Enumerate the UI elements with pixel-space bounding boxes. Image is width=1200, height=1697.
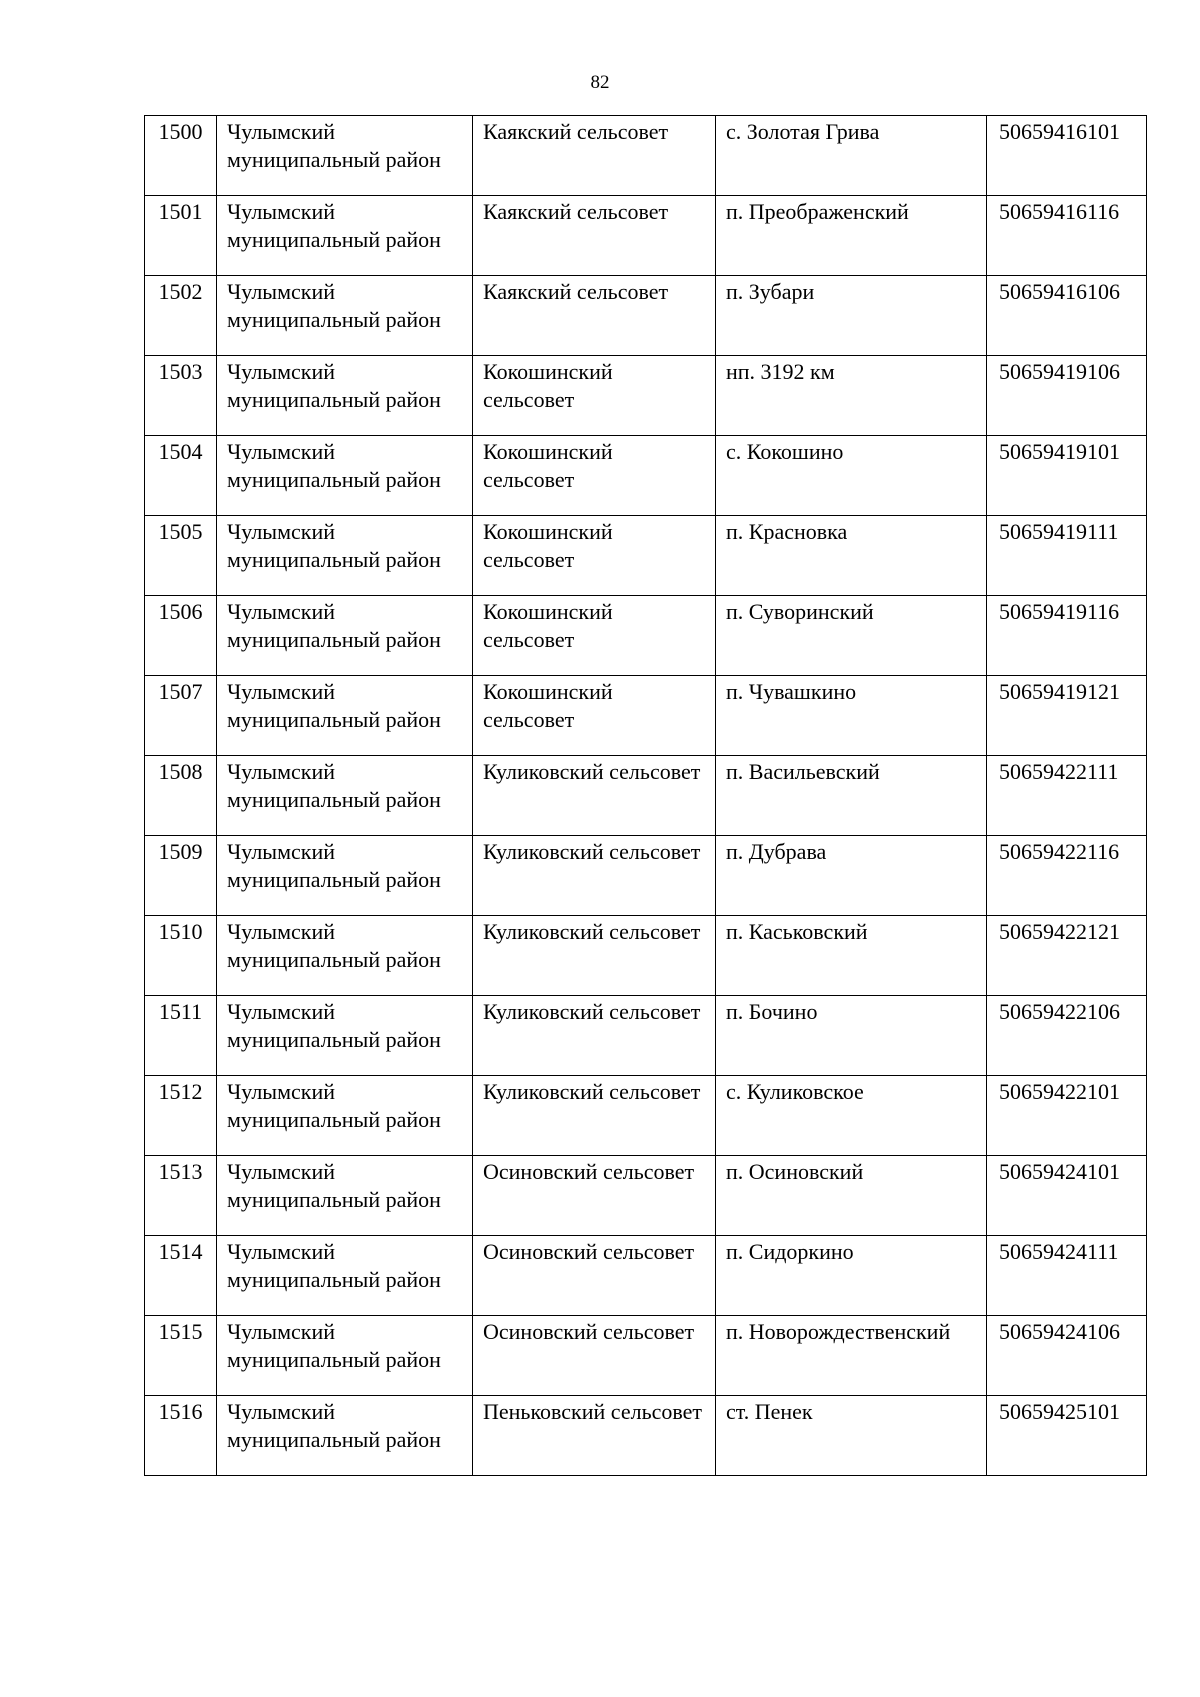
council-cell: Каякский сельсовет [473,116,716,196]
settlement-cell: п. Осиновский [716,1156,987,1236]
row-number-cell: 1502 [145,276,217,356]
council-cell: Куликовский сельсовет [473,916,716,996]
district-cell: Чулымский муниципальный район [217,356,473,436]
council-cell: Осиновский сельсовет [473,1316,716,1396]
council-cell: Куликовский сельсовет [473,1076,716,1156]
district-cell: Чулымский муниципальный район [217,1396,473,1476]
district-cell: Чулымский муниципальный район [217,436,473,516]
row-number-cell: 1510 [145,916,217,996]
settlement-cell: п. Новорождественский [716,1316,987,1396]
oktmo-code-cell: 50659419111 [987,516,1147,596]
table-row [145,196,1147,276]
oktmo-code-cell: 50659422111 [987,756,1147,836]
council-cell: Осиновский сельсовет [473,1236,716,1316]
oktmo-code-cell: 50659422116 [987,836,1147,916]
oktmo-code-cell: 50659416116 [987,196,1147,276]
table-row [145,356,1147,436]
settlement-cell: п. Васильевский [716,756,987,836]
table-row [145,756,1147,836]
settlement-cell: п. Дубрава [716,836,987,916]
council-cell: Кокошинский сельсовет [473,356,716,436]
district-cell: Чулымский муниципальный район [217,1316,473,1396]
oktmo-code-cell: 50659422101 [987,1076,1147,1156]
row-number-cell: 1515 [145,1316,217,1396]
table-row [145,596,1147,676]
table-row [145,116,1147,196]
table-row [145,1236,1147,1316]
council-cell: Кокошинский сельсовет [473,436,716,516]
council-cell: Пеньковский сельсовет [473,1396,716,1476]
row-number-cell: 1512 [145,1076,217,1156]
row-number-cell: 1504 [145,436,217,516]
oktmo-code-cell: 50659425101 [987,1396,1147,1476]
table-row [145,1396,1147,1476]
table-row [145,276,1147,356]
row-number-cell: 1500 [145,116,217,196]
oktmo-code-cell: 50659416101 [987,116,1147,196]
row-number-cell: 1513 [145,1156,217,1236]
table-row [145,996,1147,1076]
district-cell: Чулымский муниципальный район [217,116,473,196]
district-cell: Чулымский муниципальный район [217,596,473,676]
district-cell: Чулымский муниципальный район [217,276,473,356]
oktmo-code-cell: 50659419101 [987,436,1147,516]
row-number-cell: 1508 [145,756,217,836]
oktmo-code-cell: 50659419106 [987,356,1147,436]
district-cell: Чулымский муниципальный район [217,1076,473,1156]
district-cell: Чулымский муниципальный район [217,756,473,836]
district-cell: Чулымский муниципальный район [217,1156,473,1236]
settlement-cell: п. Сидоркино [716,1236,987,1316]
row-number-cell: 1505 [145,516,217,596]
row-number-cell: 1516 [145,1396,217,1476]
oktmo-code-cell: 50659424101 [987,1156,1147,1236]
settlement-cell: п. Суворинский [716,596,987,676]
settlement-cell: с. Кокошино [716,436,987,516]
council-cell: Кокошинский сельсовет [473,596,716,676]
row-number-cell: 1509 [145,836,217,916]
district-cell: Чулымский муниципальный район [217,836,473,916]
settlement-cell: п. Преображенский [716,196,987,276]
oktmo-code-cell: 50659424111 [987,1236,1147,1316]
oktmo-code-cell: 50659419116 [987,596,1147,676]
table-body [145,116,1147,1476]
oktmo-code-cell: 50659416106 [987,276,1147,356]
oktmo-code-cell: 50659422106 [987,996,1147,1076]
council-cell: Каякский сельсовет [473,276,716,356]
table-row [145,1156,1147,1236]
table-row [145,836,1147,916]
district-cell: Чулымский муниципальный район [217,996,473,1076]
district-cell: Чулымский муниципальный район [217,196,473,276]
district-cell: Чулымский муниципальный район [217,676,473,756]
oktmo-code-cell: 50659424106 [987,1316,1147,1396]
settlement-cell: п. Зубари [716,276,987,356]
settlement-cell: ст. Пенек [716,1396,987,1476]
district-cell: Чулымский муниципальный район [217,916,473,996]
council-cell: Куликовский сельсовет [473,836,716,916]
district-cell: Чулымский муниципальный район [217,516,473,596]
council-cell: Осиновский сельсовет [473,1156,716,1236]
settlement-cell: нп. 3192 км [716,356,987,436]
settlement-cell: с. Куликовское [716,1076,987,1156]
council-cell: Куликовский сельсовет [473,756,716,836]
oktmo-code-cell: 50659419121 [987,676,1147,756]
council-cell: Кокошинский сельсовет [473,516,716,596]
row-number-cell: 1514 [145,1236,217,1316]
table-row [145,676,1147,756]
council-cell: Кокошинский сельсовет [473,676,716,756]
council-cell: Каякский сельсовет [473,196,716,276]
settlement-cell: п. Каськовский [716,916,987,996]
row-number-cell: 1507 [145,676,217,756]
table-row [145,436,1147,516]
settlement-cell: с. Золотая Грива [716,116,987,196]
settlements-table [144,115,1147,1476]
council-cell: Куликовский сельсовет [473,996,716,1076]
row-number-cell: 1511 [145,996,217,1076]
table-row [145,1316,1147,1396]
table-row [145,516,1147,596]
settlement-cell: п. Чувашкино [716,676,987,756]
page-number: 82 [590,72,610,93]
row-number-cell: 1506 [145,596,217,676]
oktmo-code-cell: 50659422121 [987,916,1147,996]
settlement-cell: п. Красновка [716,516,987,596]
district-cell: Чулымский муниципальный район [217,1236,473,1316]
row-number-cell: 1503 [145,356,217,436]
row-number-cell: 1501 [145,196,217,276]
table-row [145,1076,1147,1156]
table-row [145,916,1147,996]
settlement-cell: п. Бочино [716,996,987,1076]
